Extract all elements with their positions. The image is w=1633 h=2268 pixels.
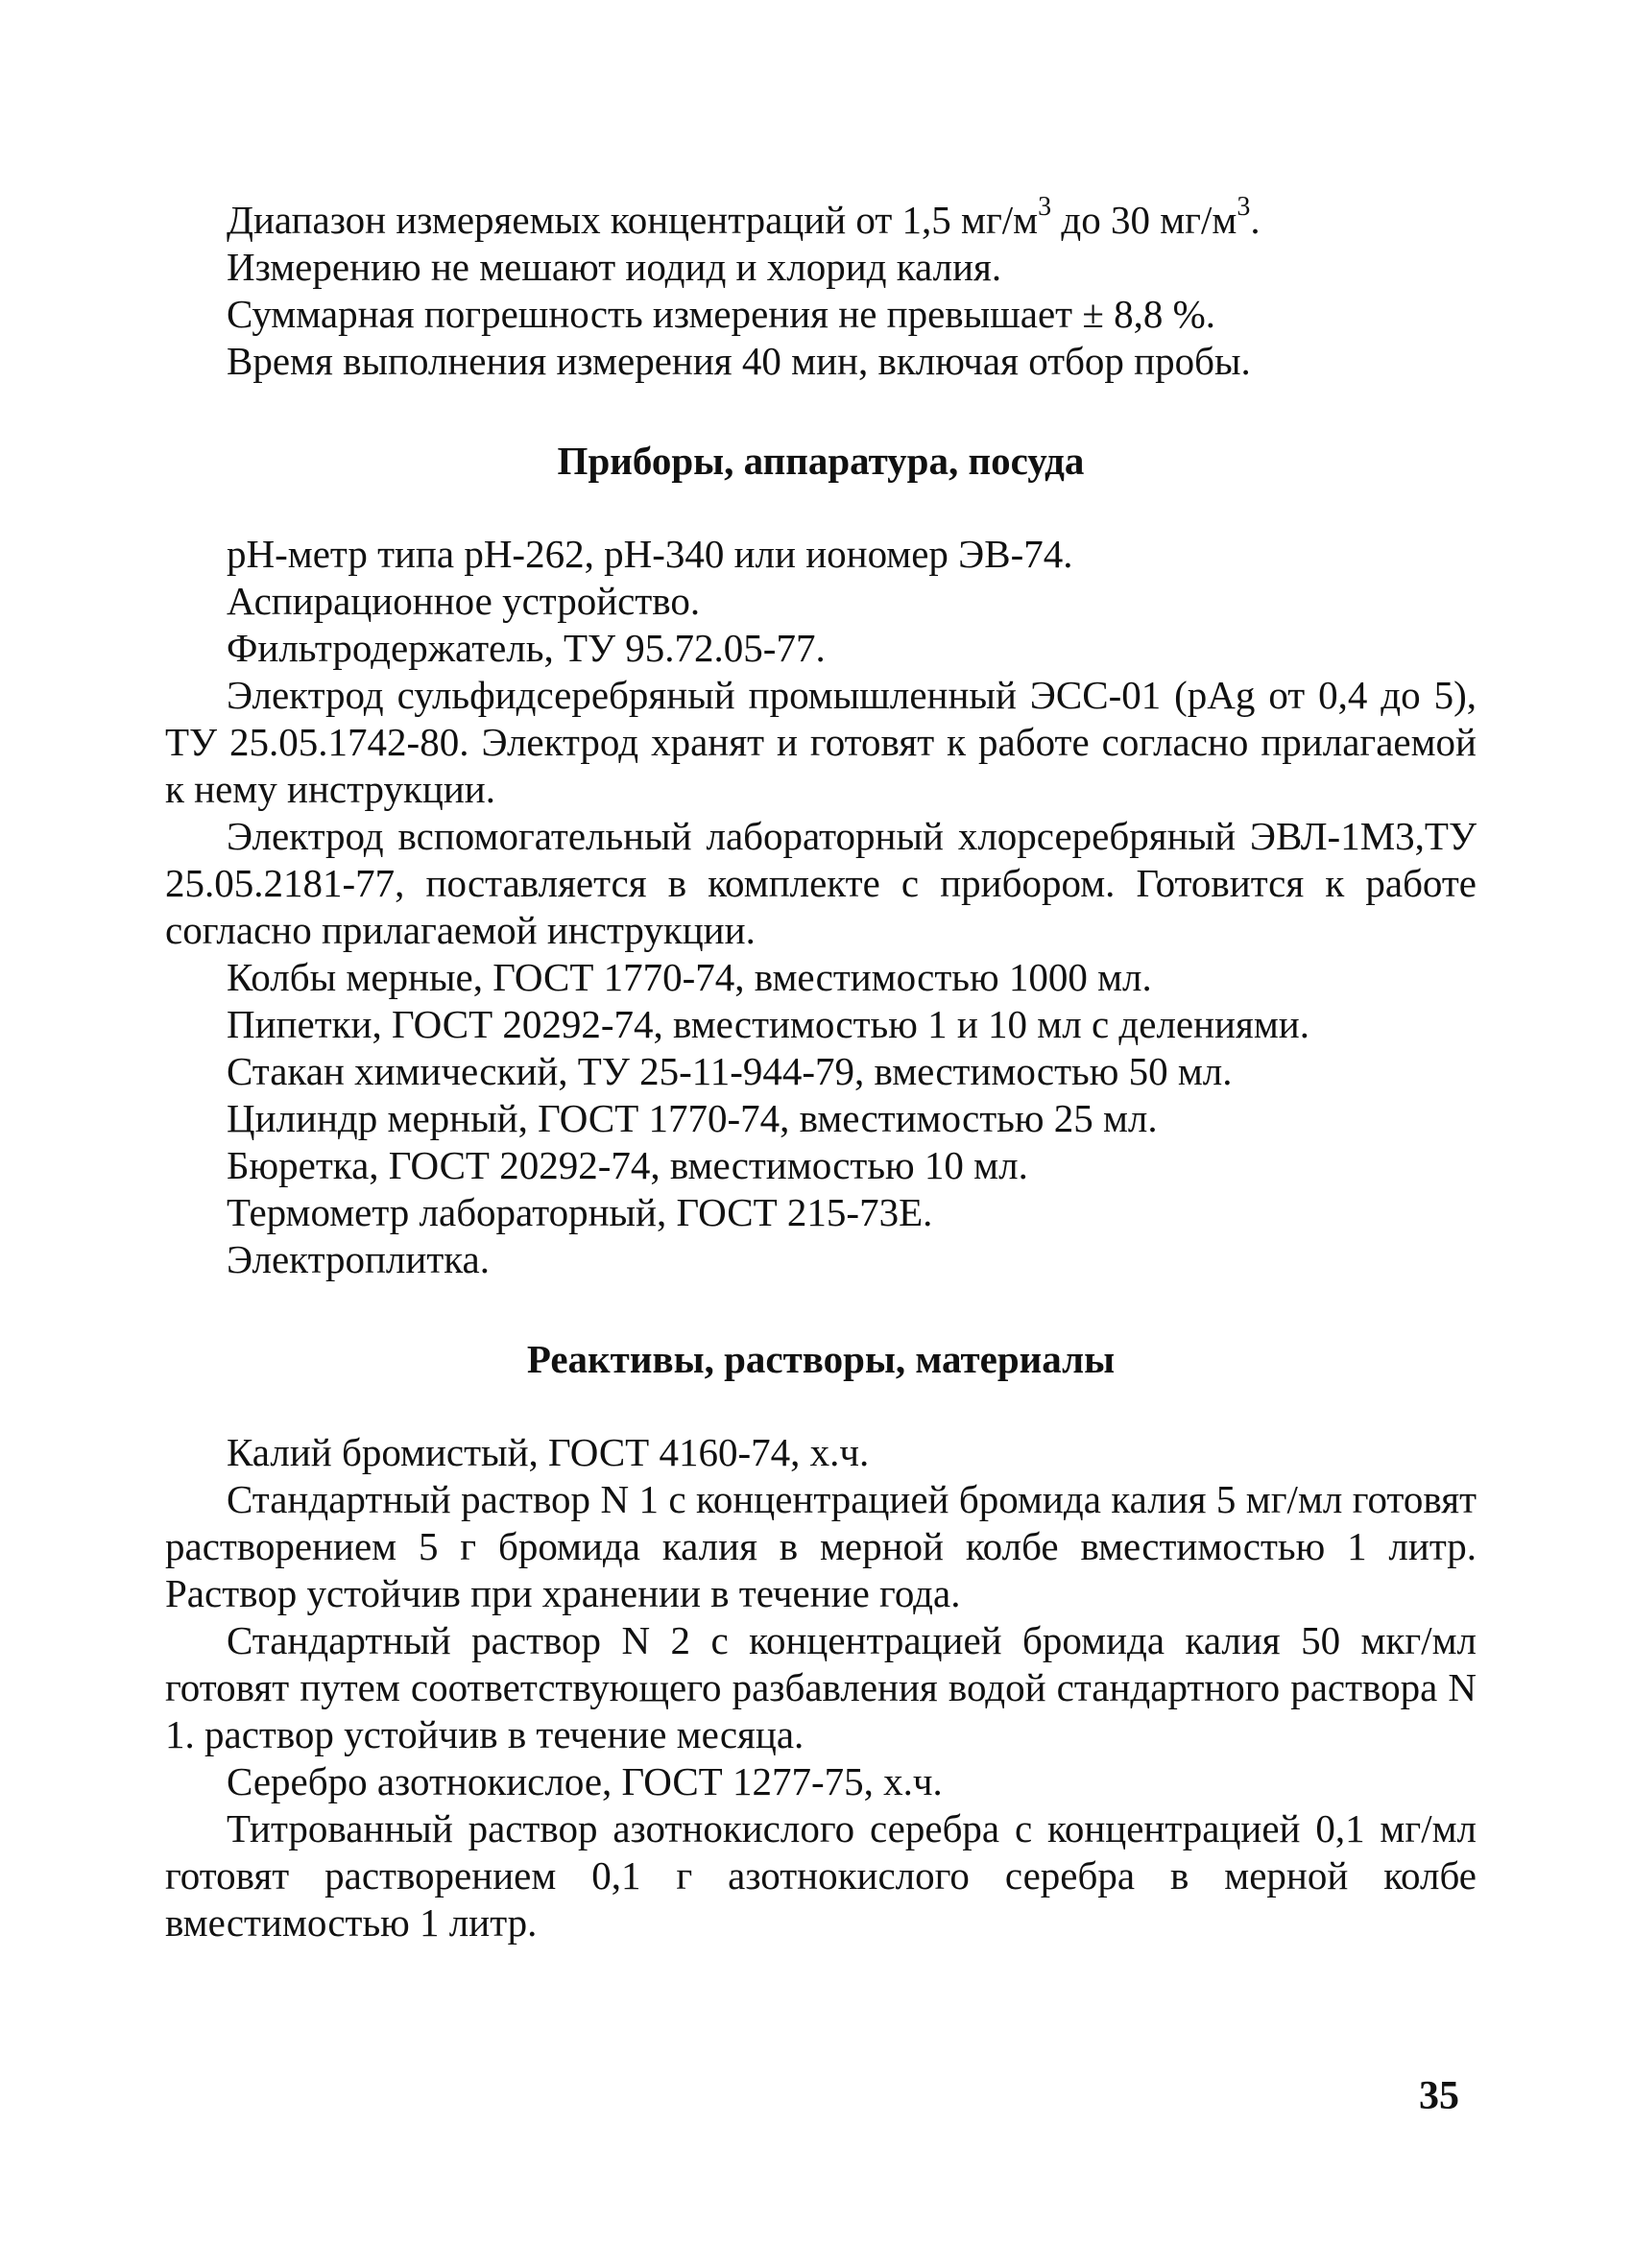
time-line: Время выполнения измерения 40 мин, включая отбор пробы. [227,339,1251,383]
reagent-item: Стандартный раствор N 1 с концентрацией бромида калия 5 мг/мл готовят растворением 5 г бромида калия в мерной колбе вместимостью 1 литр. Раствор устойчив при хранении в течение года. [165,1477,1477,1615]
equipment-item: Термометр лабораторный, ГОСТ 215-73Е. [227,1190,933,1234]
equipment-item: pH-метр типа pH-262, pH-340 или иономер ЭВ-74. [227,532,1073,576]
equipment-item: Электрод вспомогательный лабораторный хлорсеребряный ЭВЛ-1М3,ТУ 25.05.2181-77, поставляется в комплекте с прибором. Готовится к работе согласно прилагаемой инструкции. [165,814,1477,952]
equipment-item: Электрод сульфидсеребряный промышленный ЭСС-01 (pAg от 0,4 до 5), ТУ 25.05.1742-80. Электрод хранят и готовят к работе согласно прилагаемой к нему инструкции. [165,673,1477,811]
unit-superscript: 3 [1038,192,1052,223]
equipment-item: Бюретка, ГОСТ 20292-74, вместимостью 10 мл. [227,1143,1028,1187]
unit-superscript: 3 [1237,192,1251,223]
equipment-item: Аспирационное устройство. [227,579,701,623]
range-text-a: Диапазон измеряемых концентраций от 1,5 мг/м [227,198,1039,242]
reagent-item: Стандартный раствор N 2 с концентрацией бромида калия 50 мкг/мл готовят путем соответствующего разбавления водой стандартного раствора N 1. раствор устойчив в течение месяца. [165,1618,1477,1756]
range-line [165,192,1477,244]
reagent-item: Серебро азотнокислое, ГОСТ 1277-75, х.ч. [227,1759,943,1803]
range-text-c: . [1250,198,1261,242]
equipment-item: Пипетки, ГОСТ 20292-74, вместимостью 1 и 10 мл с делениями. [227,1002,1309,1046]
range-text-b: до 30 мг/м [1051,198,1237,242]
document-page [165,192,1477,1946]
reagent-item: Калий бромистый, ГОСТ 4160-74, х.ч. [227,1430,870,1474]
interference-line: Измерению не мешают иодид и хлорид калия. [227,245,1002,289]
equipment-item: Электроплитка. [227,1237,490,1281]
reagent-item: Титрованный раствор азотнокислого серебра с концентрацией 0,1 мг/мл готовят растворением 0,1 г азотнокислого серебра в мерной колбе вместимостью 1 литр. [165,1806,1477,1945]
equipment-item: Цилиндр мерный, ГОСТ 1770-74, вместимостью 25 мл. [227,1096,1158,1140]
section-heading-equipment: Приборы, аппаратура, посуда [557,439,1085,483]
section-heading-reagents: Реактивы, растворы, материалы [526,1337,1116,1381]
page-number: 35 [1419,2074,1459,2118]
equipment-item: Фильтродержатель, ТУ 95.72.05-77. [227,626,826,670]
error-line: Суммарная погрешность измерения не превышает ± 8,8 %. [227,292,1216,336]
equipment-item: Колбы мерные, ГОСТ 1770-74, вместимостью 1000 мл. [227,955,1152,999]
equipment-item: Стакан химический, ТУ 25-11-944-79, вместимостью 50 мл. [227,1049,1233,1093]
